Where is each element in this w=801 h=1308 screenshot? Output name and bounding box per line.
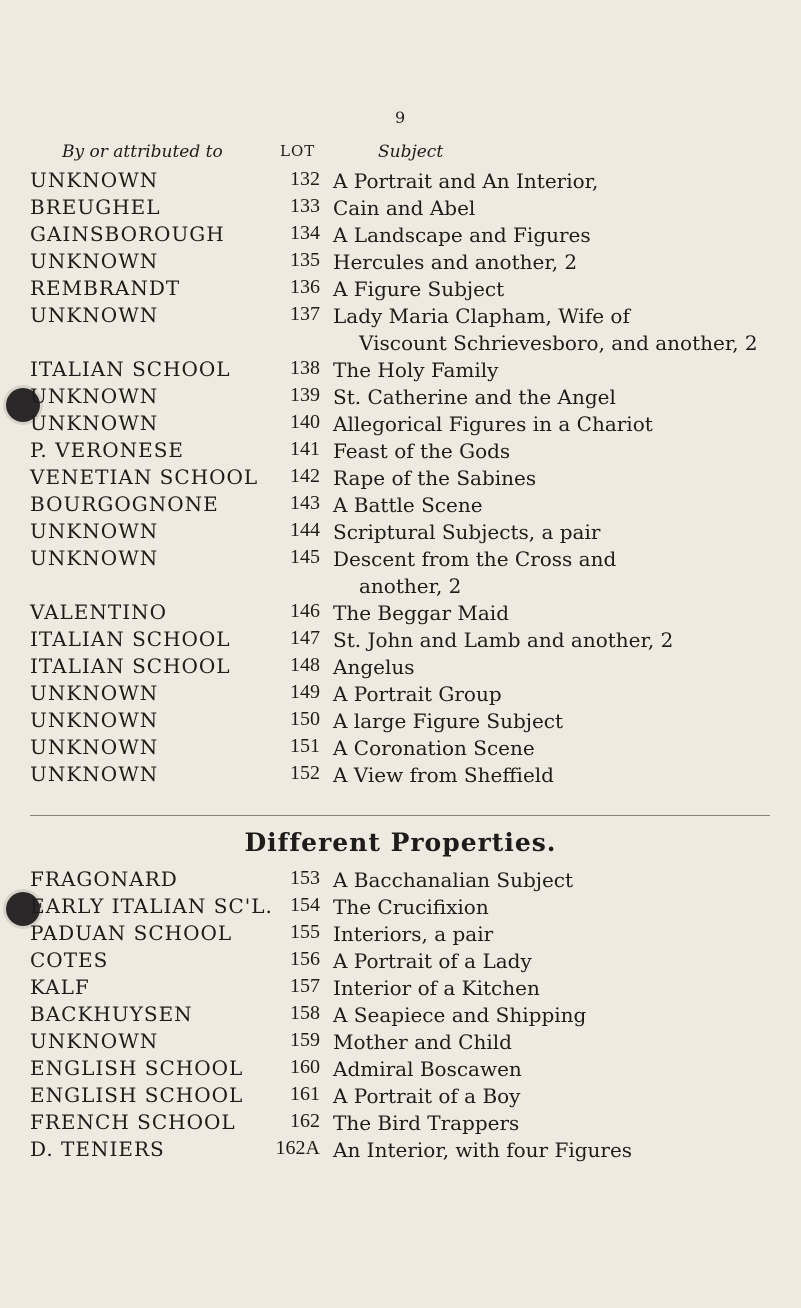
lot-number: 138 [290, 357, 320, 379]
lot-row [0, 276, 801, 303]
lot-number: 152 [290, 762, 320, 784]
subject-line: Allegorical Figures in a Chariot [333, 412, 653, 436]
subject-text [333, 948, 773, 975]
section-title: Different Properties. [244, 828, 557, 857]
subject-line: A Landscape and Figures [333, 223, 591, 247]
artist-name: UNKNOWN [30, 384, 159, 408]
subject-text [333, 921, 773, 948]
lot-row [0, 762, 801, 789]
artist-name: REMBRANDT [30, 276, 181, 300]
subject-text [333, 357, 773, 384]
subject-line: St. John and Lamb and another, 2 [333, 628, 674, 652]
lot-number: 141 [290, 438, 320, 460]
subject-line: The Crucifixion [333, 895, 489, 919]
lot-row [0, 546, 801, 600]
subject-continuation: Viscount Schrievesboro, and another, 2 [359, 331, 758, 355]
artist-name: ITALIAN SCHOOL [30, 357, 231, 381]
subject-text [333, 1083, 773, 1110]
artist-name: ITALIAN SCHOOL [30, 654, 231, 678]
subject-text [333, 195, 773, 222]
lot-number: 161 [290, 1083, 320, 1105]
artist-column-header: By or attributed to [62, 142, 223, 162]
lot-number: 145 [290, 546, 320, 568]
subject-text [333, 303, 773, 357]
lot-number: 155 [290, 921, 320, 943]
artist-name: P. VERONESE [30, 438, 185, 462]
lot-number: 148 [290, 654, 320, 676]
subject-text [333, 519, 773, 546]
lot-number: 147 [290, 627, 320, 649]
lot-row [0, 681, 801, 708]
subject-text [333, 1137, 773, 1164]
lot-row [0, 465, 801, 492]
lot-row [0, 222, 801, 249]
lot-row [0, 735, 801, 762]
subject-line: St. Catherine and the Angel [333, 385, 616, 409]
lot-number: 159 [290, 1029, 320, 1051]
artist-name: UNKNOWN [30, 168, 159, 192]
lot-row [0, 867, 801, 894]
artist-name: UNKNOWN [30, 762, 159, 786]
lot-row [0, 438, 801, 465]
subject-line: A Figure Subject [333, 277, 505, 301]
subject-line: A Coronation Scene [333, 736, 535, 760]
artist-name: UNKNOWN [30, 1029, 159, 1053]
subject-line: Angelus [333, 655, 415, 679]
artist-name: UNKNOWN [30, 249, 159, 273]
subject-text [333, 438, 773, 465]
lot-number: 156 [290, 948, 320, 970]
subject-line: An Interior, with four Figures [333, 1138, 633, 1162]
lot-number: 144 [290, 519, 320, 541]
subject-line: Feast of the Gods [333, 439, 511, 463]
subject-text [333, 1002, 773, 1029]
artist-name: ENGLISH SCHOOL [30, 1083, 244, 1107]
lot-number: 153 [290, 867, 320, 889]
artist-name: BACKHUYSEN [30, 1002, 193, 1026]
lot-row [0, 1137, 801, 1164]
subject-text [333, 546, 773, 600]
lot-row [0, 195, 801, 222]
artist-name: ITALIAN SCHOOL [30, 627, 231, 651]
subject-line: Interior of a Kitchen [333, 976, 540, 1000]
subject-text [333, 600, 773, 627]
artist-name: UNKNOWN [30, 546, 159, 570]
subject-line: Admiral Boscawen [333, 1057, 522, 1081]
subject-line: Lady Maria Clapham, Wife of [333, 304, 630, 328]
subject-line: A Portrait and An Interior, [333, 169, 599, 193]
lot-number: 150 [290, 708, 320, 730]
lot-number: 140 [290, 411, 320, 433]
artist-name: ENGLISH SCHOOL [30, 1056, 244, 1080]
artist-name: PADUAN SCHOOL [30, 921, 233, 945]
subject-line: A Seapiece and Shipping [333, 1003, 587, 1027]
artist-name: FRAGONARD [30, 867, 178, 891]
lot-number: 143 [290, 492, 320, 514]
artist-name: FRENCH SCHOOL [30, 1110, 236, 1134]
subject-line: Mother and Child [333, 1030, 512, 1054]
subject-line: A Portrait of a Lady [333, 949, 532, 973]
subject-line: A Portrait of a Boy [333, 1084, 521, 1108]
subject-text [333, 1110, 773, 1137]
subject-line: The Holy Family [333, 358, 499, 382]
subject-text [333, 384, 773, 411]
lot-number: 146 [290, 600, 320, 622]
lot-group-c [0, 600, 801, 789]
lot-row [0, 1056, 801, 1083]
lot-number: 132 [290, 168, 320, 190]
artist-name: EARLY ITALIAN SC'L. [30, 894, 273, 918]
subject-text [333, 168, 773, 195]
subject-line: Scriptural Subjects, a pair [333, 520, 601, 544]
lot-number: 134 [290, 222, 320, 244]
lot-row [0, 1029, 801, 1056]
artist-name: BREUGHEL [30, 195, 161, 219]
subject-text [333, 681, 773, 708]
lot-group-d [0, 867, 801, 1164]
subject-text [333, 276, 773, 303]
lot-row [0, 654, 801, 681]
lot-row [0, 975, 801, 1002]
lot-number: 142 [290, 465, 320, 487]
lot-row [0, 894, 801, 921]
subject-line: Descent from the Cross and [333, 547, 617, 571]
subject-text [333, 1029, 773, 1056]
lot-row [0, 492, 801, 519]
lot-number: 133 [290, 195, 320, 217]
lot-row [0, 1083, 801, 1110]
artist-name: UNKNOWN [30, 735, 159, 759]
subject-text [333, 975, 773, 1002]
lot-row [0, 600, 801, 627]
lot-number: 151 [290, 735, 320, 757]
lot-number: 162A [275, 1137, 320, 1159]
lot-number: 149 [290, 681, 320, 703]
subject-line: A large Figure Subject [333, 709, 564, 733]
lot-row [0, 384, 801, 411]
section-divider [30, 815, 770, 816]
lot-row [0, 357, 801, 384]
lot-row [0, 249, 801, 276]
lot-row [0, 168, 801, 195]
lot-group-a [0, 168, 801, 384]
lot-row [0, 1110, 801, 1137]
subject-line: A Portrait Group [333, 682, 502, 706]
lot-number: 160 [290, 1056, 320, 1078]
subject-line: A View from Sheffield [333, 763, 554, 787]
subject-text [333, 627, 773, 654]
artist-name: UNKNOWN [30, 681, 159, 705]
artist-name: VENETIAN SCHOOL [30, 465, 259, 489]
artist-name: GAINSBOROUGH [30, 222, 225, 246]
lot-row [0, 708, 801, 735]
lot-row [0, 921, 801, 948]
artist-name: UNKNOWN [30, 411, 159, 435]
artist-name: UNKNOWN [30, 519, 159, 543]
subject-text [333, 411, 773, 438]
subject-line: Interiors, a pair [333, 922, 494, 946]
subject-text [333, 708, 773, 735]
artist-name: COTES [30, 948, 109, 972]
lot-number: 158 [290, 1002, 320, 1024]
subject-text [333, 867, 773, 894]
subject-column-header: Subject [378, 142, 444, 162]
subject-line: Hercules and another, 2 [333, 250, 578, 274]
lot-number: 162 [290, 1110, 320, 1132]
subject-text [333, 762, 773, 789]
lot-column-header: LOT [280, 142, 316, 160]
page-number: 9 [395, 108, 406, 127]
subject-line: The Beggar Maid [333, 601, 509, 625]
subject-line: A Bacchanalian Subject [333, 868, 574, 892]
artist-name: KALF [30, 975, 90, 999]
lot-row [0, 627, 801, 654]
subject-text [333, 465, 773, 492]
subject-line: Cain and Abel [333, 196, 476, 220]
subject-line: The Bird Trappers [333, 1111, 520, 1135]
lot-row [0, 519, 801, 546]
artist-name: UNKNOWN [30, 303, 159, 327]
subject-text [333, 654, 773, 681]
subject-text [333, 222, 773, 249]
subject-text [333, 249, 773, 276]
lot-row [0, 411, 801, 438]
lot-number: 135 [290, 249, 320, 271]
artist-name: BOURGOGNONE [30, 492, 219, 516]
artist-name: VALENTINO [30, 600, 168, 624]
lot-group-b [0, 357, 801, 600]
subject-line: A Battle Scene [333, 493, 483, 517]
subject-text [333, 1056, 773, 1083]
subject-text [333, 735, 773, 762]
artist-name: D. TENIERS [30, 1137, 165, 1161]
lot-row [0, 948, 801, 975]
subject-continuation: another, 2 [359, 574, 462, 598]
subject-text [333, 894, 773, 921]
subject-line: Rape of the Sabines [333, 466, 537, 490]
lot-number: 137 [290, 303, 320, 325]
lot-number: 136 [290, 276, 320, 298]
lot-row [0, 1002, 801, 1029]
artist-name: UNKNOWN [30, 708, 159, 732]
lot-number: 139 [290, 384, 320, 406]
lot-number: 154 [290, 894, 320, 916]
subject-text [333, 492, 773, 519]
lot-number: 157 [290, 975, 320, 997]
